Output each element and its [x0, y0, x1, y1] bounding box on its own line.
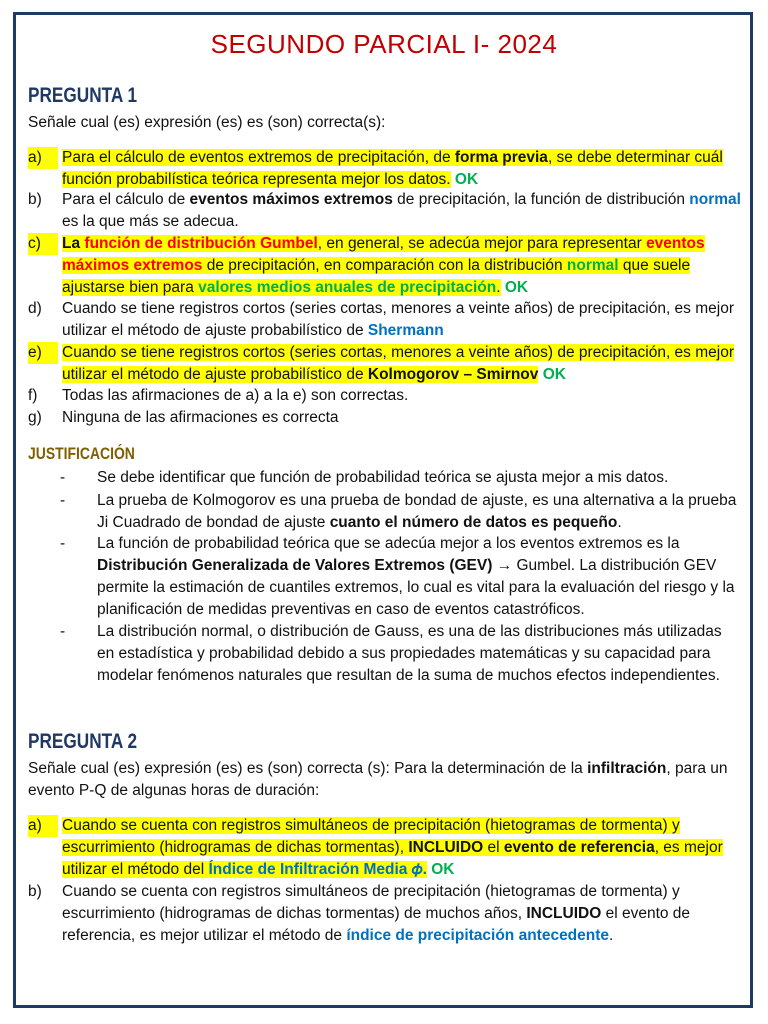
justification-item: - La distribución normal, o distribución de Gauss, es una de las distribuciones más utilizadas en estadística y probabilidad debido a sus propiedades matemáticas y su capacidad para modelar fenómenos naturales que resultan de la suma de muchos efectos independientes. [60, 623, 722, 684]
question-2-heading: PREGUNTA 2 [28, 730, 138, 753]
q1-option-f: f) Todas las afirmaciones de a) a la e) son correctas. [28, 387, 409, 404]
ok-mark: OK [454, 171, 479, 188]
justification-item: - La prueba de Kolmogorov es una prueba de bondad de ajuste, es una alternativa a la prueba Ji Cuadrado de bondad de ajuste cuanto el número de datos es pequeño. [60, 492, 737, 531]
q1-option-b: b) Para el cálculo de eventos máximos extremos de precipitación, la función de distribución normal es la que más se adecua. [28, 191, 741, 230]
question-1-heading: PREGUNTA 1 [28, 84, 138, 107]
q1-option-e: e) Cuando se tiene registros cortos (series cortas, menores a veinte años) de precipitación, es mejor utilizar el método de ajuste probabilístico de Kolmogorov – Smirnov OK [28, 344, 734, 383]
arrow-icon: → [496, 557, 513, 574]
q1-option-c: c) La función de distribución Gumbel, en general, se adecúa mejor para representar eventos máximos extremos de precipitación, en comparación con la distribución normal que suele ajustarse bien para valores medios anuales de precipitación. OK [28, 235, 705, 296]
ok-mark: OK [504, 279, 529, 296]
ok-mark: OK [542, 366, 566, 383]
ok-mark: OK [431, 861, 455, 878]
justification-item: - La función de probabilidad teórica que se adecúa mejor a los eventos extremos es la Distribución Generalizada de Valores Extremos (GEV) → Gumbel. La distribución GEV permite la estimación de cuantiles extremos, lo cual es vital para la evaluación del riesgo y la planificación de medidas preventivas en caso de eventos catastróficos. [60, 535, 735, 618]
page-title: SEGUNDO PARCIAL I- 2024 [210, 29, 558, 59]
question-1-prompt: Señale cual (es) expresión (es) es (son) correcta(s): [28, 114, 386, 131]
q1-option-a: a) Para el cálculo de eventos extremos de precipitación, de forma previa, se debe determinar cuál función probabilística teórica representa mejor los datos. OK [28, 149, 723, 188]
q1-option-d: d) Cuando se tiene registros cortos (series cortas, menores a veinte años) de precipitación, es mejor utilizar el método de ajuste probabilístico de Shermann [28, 300, 734, 339]
justification-item: - Se debe identificar que función de probabilidad teórica se ajusta mejor a mis datos. [60, 469, 669, 486]
q2-option-b: b) Cuando se cuenta con registros simultáneos de precipitación (hietogramas de tormenta) y escurrimiento (hidrogramas de dichas tormentas) de muchos años, INCLUIDO el evento de referencia, es mejor utilizar el método de índice de precipitación antecedente. [28, 883, 691, 944]
question-2-prompt: Señale cual (es) expresión (es) es (son) correcta (s): Para la determinación de la infiltración, para un evento P-Q de algunas horas de duración: [28, 760, 728, 799]
q2-option-a: a) Cuando se cuenta con registros simultáneos de precipitación (hietogramas de tormenta) y escurrimiento (hidrogramas de dichas tormentas), INCLUIDO el evento de referencia, es mejor utilizar el método del Índice de Infiltración Media 𝜙. OK [28, 817, 723, 878]
justification-heading: JUSTIFICACIÓN [28, 444, 135, 463]
q1-option-g: g) Ninguna de las afirmaciones es correcta [28, 409, 339, 426]
